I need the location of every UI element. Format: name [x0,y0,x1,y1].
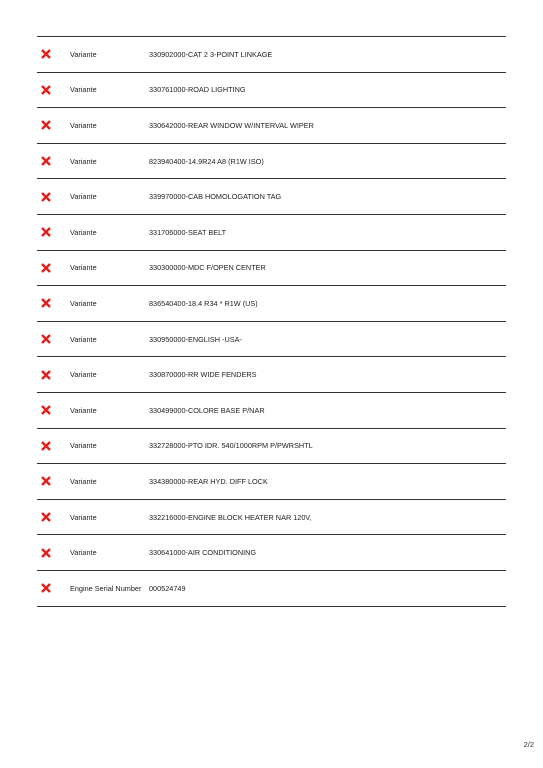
row-label: Variante [70,120,97,130]
x-mark-icon [40,155,52,167]
row-value: 331706000-SEAT BELT [149,227,227,237]
row-label: Variante [70,156,97,166]
options-table [37,36,506,607]
x-mark-icon [40,547,52,559]
row-label: Variante [70,441,97,451]
x-mark-icon [40,369,52,381]
table-row [37,73,506,109]
table-row [37,429,506,465]
row-label: Variante [70,548,97,558]
x-mark-icon [40,297,52,309]
row-label: Variante [70,334,97,344]
row-label: Variante [70,405,97,415]
x-mark-icon [40,511,52,523]
row-value: 836540400-18.4 R34 * R1W (US) [149,298,258,308]
table-row [37,357,506,393]
row-label: Variante [70,227,97,237]
row-value: 330870000-RR WIDE FENDERS [149,370,257,380]
table-row [37,393,506,429]
row-value: 330761000-ROAD LIGHTING [149,85,246,95]
table-row [37,37,506,73]
row-label: Variante [70,263,97,273]
table-row [37,215,506,251]
row-value: 332216000-ENGINE BLOCK HEATER NAR 120V, [149,512,312,522]
x-mark-icon [40,48,52,60]
row-label: Variante [70,49,97,59]
x-mark-icon [40,191,52,203]
row-value: 339970000-CAB HOMOLOGATION TAG [149,192,282,202]
page-number: 2/2 [523,740,534,749]
row-value: 823940400-14.9R24 A8 (R1W ISO) [149,156,264,166]
table-row [37,535,506,571]
x-mark-icon [40,84,52,96]
x-mark-icon [40,262,52,274]
table-row [37,179,506,215]
row-label: Variante [70,298,97,308]
row-value: 330641000-AIR CONDITIONING [149,548,257,558]
table-row [37,464,506,500]
row-label: Variante [70,370,97,380]
row-value: 334380000-REAR HYD. DIFF LOCK [149,476,268,486]
row-value: 332728000-PTO IDR. 540/1000RPM P/PWRSHTL [149,441,313,451]
table-row [37,571,506,607]
row-label: Variante [70,192,97,202]
row-label: Variante [70,85,97,95]
row-label: Variante [70,476,97,486]
table-row [37,500,506,536]
row-value: 000524749 [149,583,186,593]
row-value: 330902000-CAT 2 3-POINT LINKAGE [149,49,273,59]
row-value: 330950000-ENGLISH -USA- [149,334,242,344]
row-value: 330642000-REAR WINDOW W/INTERVAL WIPER [149,120,314,130]
table-row [37,108,506,144]
x-mark-icon [40,333,52,345]
x-mark-icon [40,404,52,416]
row-label: Variante [70,512,97,522]
x-mark-icon [40,582,52,594]
table-row [37,251,506,287]
table-row [37,322,506,358]
x-mark-icon [40,475,52,487]
row-label: Engine Serial Number [70,583,142,593]
x-mark-icon [40,440,52,452]
row-value: 330300000-MDC F/OPEN CENTER [149,263,266,273]
x-mark-icon [40,226,52,238]
table-row [37,286,506,322]
table-row [37,144,506,180]
row-value: 330499000-COLORE BASE P/NAR [149,405,265,415]
x-mark-icon [40,119,52,131]
